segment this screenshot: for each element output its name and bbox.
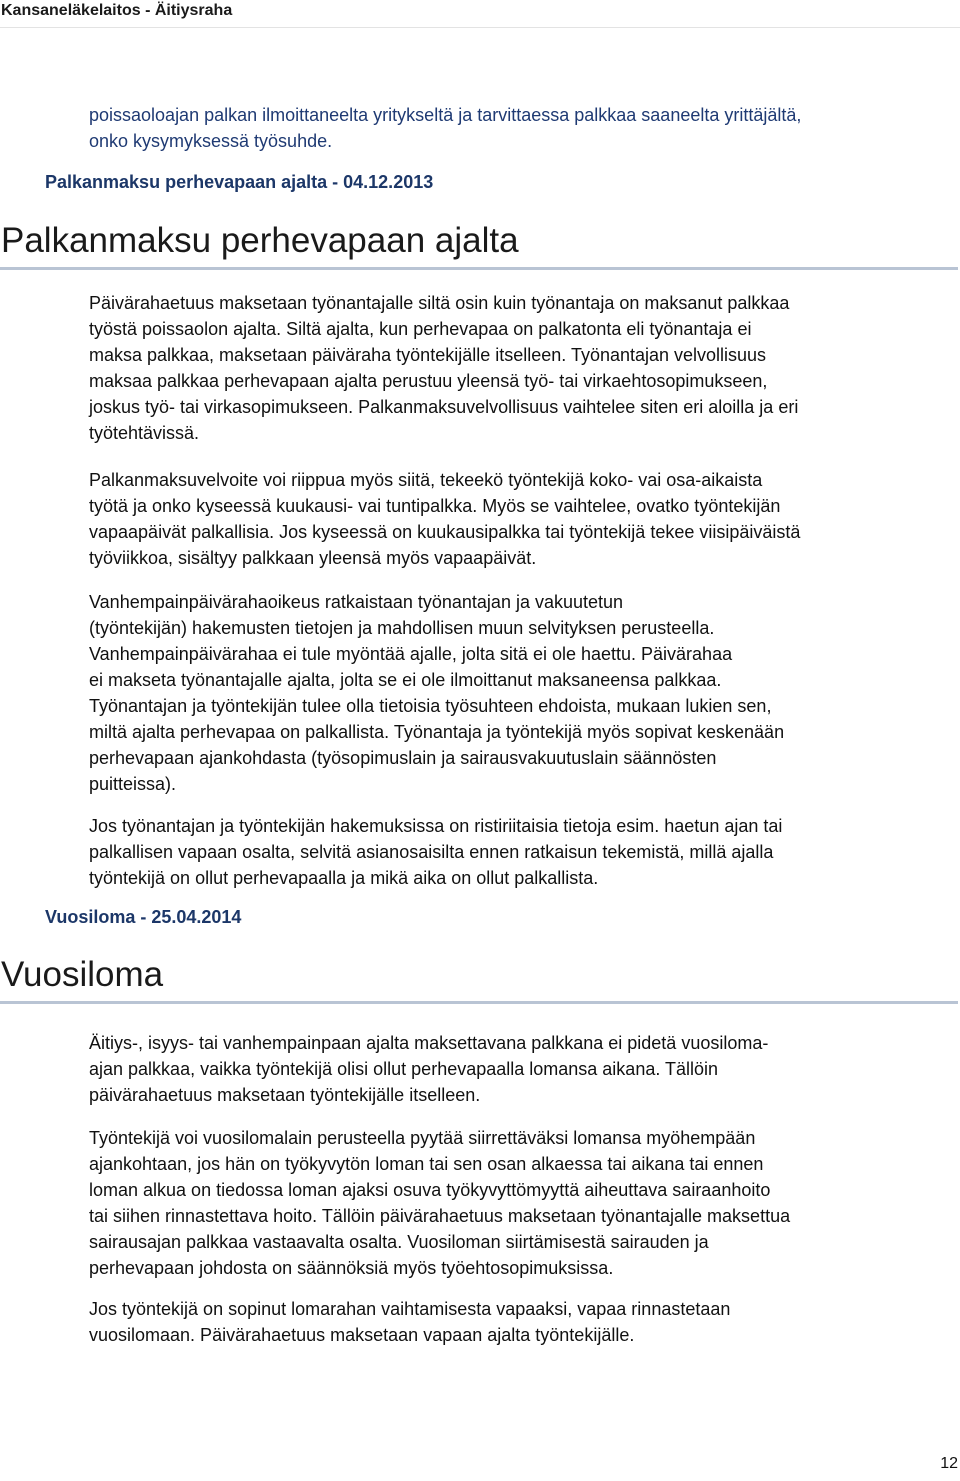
text-line: Työnantajan ja työntekijän tulee olla tietoisia työsuhteen ehdoista, mukaan lukien sen, <box>89 696 772 716</box>
text-line: vuosilomaan. Päivärahaetuus maksetaan vapaan ajalta työntekijälle. <box>89 1325 635 1345</box>
heading-divider <box>0 1001 958 1004</box>
paragraph <box>89 589 959 797</box>
paragraph <box>89 1296 959 1348</box>
text-line: (työntekijän) hakemusten tietojen ja mahdollisen muun selvityksen perusteella. <box>89 618 715 638</box>
paragraph <box>89 1030 959 1108</box>
text-line: Jos työntekijä on sopinut lomarahan vaihtamisesta vapaaksi, vapaa rinnastetaan <box>89 1299 731 1319</box>
text-line: työstä poissaolon ajalta. Siltä ajalta, kun perhevapaa on palkatonta eli työnantaja ei <box>89 319 752 339</box>
text-line: Työntekijä voi vuosilomalain perusteella pyytää siirrettäväksi lomansa myöhempään <box>89 1128 756 1148</box>
page-number: 12 <box>940 1455 958 1472</box>
section-dated-title: Vuosiloma - 25.04.2014 <box>45 907 242 927</box>
text-line: onko kysymyksessä työsuhde. <box>89 131 333 151</box>
text-line: perhevapaan johdosta on säännöksiä myös työehtosopimuksissa. <box>89 1258 614 1278</box>
text-line: Äitiys-, isyys- tai vanhempainpaan ajalta maksettavana palkkana ei pidetä vuosiloma- <box>89 1033 769 1053</box>
header-divider <box>0 27 960 28</box>
paragraph <box>89 290 959 446</box>
text-line: miltä ajalta perhevapaa on palkallista. Työnantaja ja työntekijä myös sopivat keskenään <box>89 722 785 742</box>
text-line: joskus työ- tai virkasopimukseen. Palkanmaksuvelvollisuus vaihtelee siten eri aloilla ja eri <box>89 397 799 417</box>
text-line: ei makseta työnantajalle ajalta, jolta se ei ole ilmoittanut maksaneensa palkkaa. <box>89 670 722 690</box>
text-line: päivärahaetuus maksetaan työntekijälle itselleen. <box>89 1085 481 1105</box>
section-heading: Palkanmaksu perhevapaan ajalta <box>1 221 519 260</box>
text-line: sairausajan palkkaa vastaavalta osalta. Vuosiloman siirtämisestä sairauden ja <box>89 1232 709 1252</box>
text-line: työviikkoa, sisältyy palkkaan yleensä myös vapaapäivät. <box>89 548 537 568</box>
text-line: tai siihen rinnastettava hoito. Tällöin päivärahaetuus maksetaan työnantajalle maksettua <box>89 1206 791 1226</box>
running-header: Kansaneläkelaitos - Äitiysraha <box>1 2 233 19</box>
text-line: työtehtävissä. <box>89 423 200 443</box>
text-line: maksa palkkaa, maksetaan päiväraha työntekijälle itselleen. Työnantajan velvollisuus <box>89 345 767 365</box>
heading-divider <box>0 267 958 270</box>
text-line: loman alkua on tiedossa loman ajaksi osuva työkyvyttömyyttä aiheuttava sairaanhoito <box>89 1180 771 1200</box>
text-line: työtä ja onko kyseessä kuukausi- vai tuntipalkka. Myös se vaihtelee, ovatko työntekijän <box>89 496 781 516</box>
intro-paragraph <box>89 102 959 154</box>
section-heading: Vuosiloma <box>1 955 164 994</box>
text-line: maksaa palkkaa perhevapaan ajalta perustuu yleensä työ- tai virkaehtosopimukseen, <box>89 371 768 391</box>
text-line: Vanhempainpäivärahaoikeus ratkaistaan työnantajan ja vakuutetun <box>89 592 624 612</box>
text-line: Jos työnantajan ja työntekijän hakemuksissa on ristiriitaisia tietoja esim. haetun ajan tai <box>89 816 783 836</box>
paragraph <box>89 813 959 891</box>
text-line: vapaapäivät palkallisia. Jos kyseessä on kuukausipalkka tai työntekijä tekee viisipäiväistä <box>89 522 801 542</box>
text-line: Vanhempainpäivärahaa ei tule myöntää ajalle, jolta sitä ei ole haettu. Päivärahaa <box>89 644 733 664</box>
section-dated-title: Palkanmaksu perhevapaan ajalta - 04.12.2013 <box>45 172 434 192</box>
paragraph <box>89 467 959 571</box>
text-line: perhevapaan ajankohdasta (työsopimuslain ja sairausvakuutuslain säännösten <box>89 748 717 768</box>
text-line: palkallisen vapaan osalta, selvitä asianosaisilta ennen ratkaisun tekemistä, millä ajalla <box>89 842 774 862</box>
text-line: poissaoloajan palkan ilmoittaneelta yritykseltä ja tarvittaessa palkkaa saaneelta yrittäjältä, <box>89 105 802 125</box>
paragraph <box>89 1125 959 1281</box>
text-line: ajan palkkaa, vaikka työntekijä olisi ollut perhevapaalla lomansa aikana. Tällöin <box>89 1059 719 1079</box>
text-line: työntekijä on ollut perhevapaalla ja mikä aika on ollut palkallista. <box>89 868 599 888</box>
text-line: puitteissa). <box>89 774 177 794</box>
text-line: Palkanmaksuvelvoite voi riippua myös siitä, tekeekö työntekijä koko- vai osa-aikaista <box>89 470 763 490</box>
text-line: Päivärahaetuus maksetaan työnantajalle siltä osin kuin työnantaja on maksanut palkkaa <box>89 293 790 313</box>
text-line: ajankohtaan, jos hän on työkyvytön loman tai sen osan alkaessa tai aikana tai ennen <box>89 1154 764 1174</box>
